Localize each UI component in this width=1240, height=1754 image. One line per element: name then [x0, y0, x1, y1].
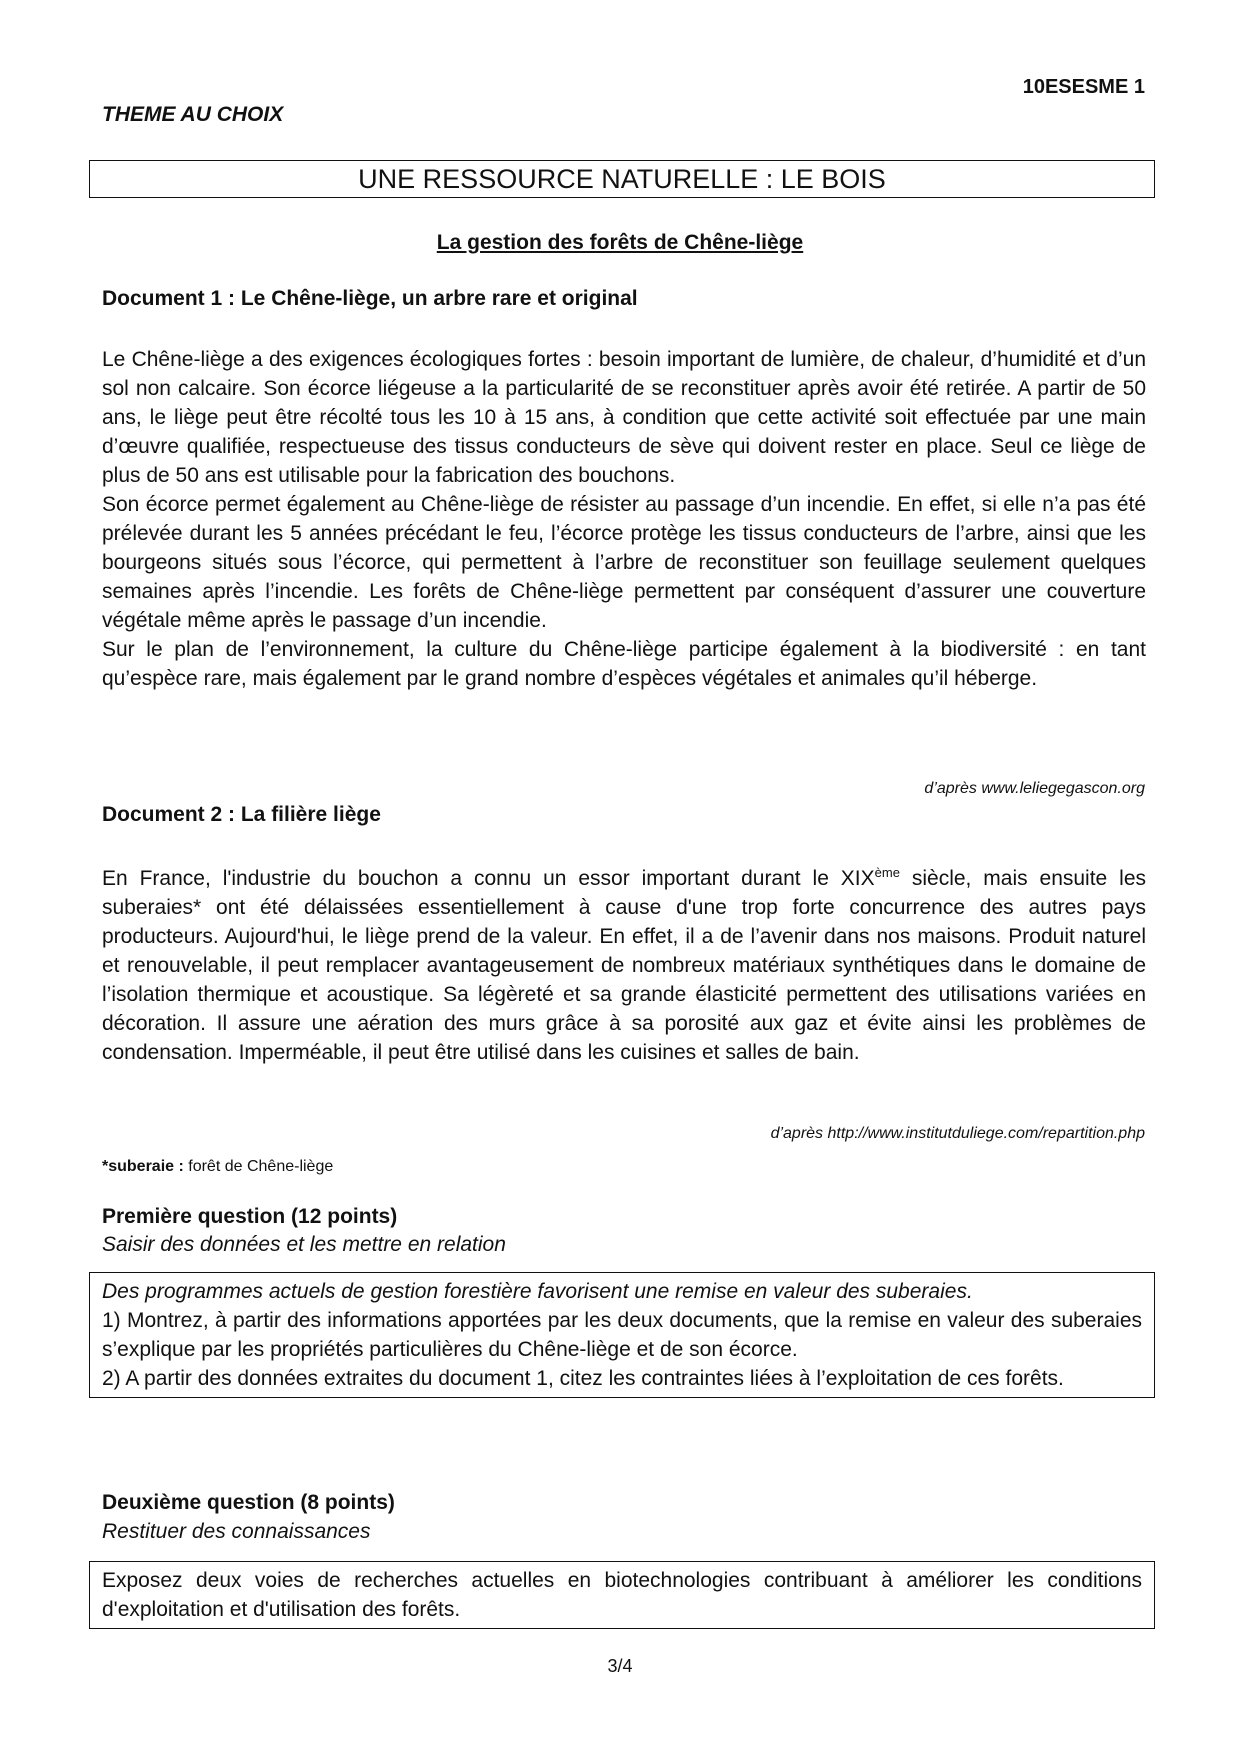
question1-item: 1) Montrez, à partir des informations apportées par les deux documents, que la remise en valeur des suberaies s’explique par les propriétés particulières du Chêne-liège et de son écorce. — [102, 1309, 1142, 1361]
document1-body — [102, 345, 1146, 693]
document2-body — [102, 858, 1146, 1067]
theme-label: THEME AU CHOIX — [102, 103, 284, 126]
question1-box — [89, 1272, 1155, 1398]
footnote-definition: forêt de Chêne-liège — [183, 1158, 334, 1175]
page-number: 3/4 — [607, 1656, 633, 1676]
document1-paragraph: Sur le plan de l’environnement, la culture du Chêne-liège participe également à la biodiversité : en tant qu’espèce rare, mais également par le grand nombre d’espèces végétales et animales qu’il héberge. — [102, 638, 1146, 690]
document1-paragraph: Le Chêne-liège a des exigences écologiques fortes : besoin important de lumière, de chaleur, d’humidité et d’un sol non calcaire. Son écorce liégeuse a la particularité de se reconstituer après avoir été retirée. A partir de 50 ans, le liège peut être récolté tous les 10 à 15 ans, à condition que cette activité soit effectuée par une main d’œuvre qualifiée, respectueuse des tissus conducteurs de sève qui doivent rester en place. Seul ce liège de plus de 50 ans est utilisable pour la fabrication des bouchons. — [102, 348, 1146, 487]
document2-source: d’après http://www.institutduliege.com/repartition.php — [770, 1125, 1145, 1142]
question1-heading: Première question (12 points) — [102, 1205, 398, 1228]
question2-subheading: Restituer des connaissances — [102, 1520, 371, 1543]
document2-paragraph — [102, 858, 1146, 1067]
document1-source: d’après www.leliegegascon.org — [924, 780, 1145, 797]
question1-intro: Des programmes actuels de gestion forestière favorisent une remise en valeur des suberaies. — [102, 1280, 973, 1303]
main-title: UNE RESSOURCE NATURELLE : LE BOIS — [358, 164, 886, 194]
footnote-term: *suberaie : — [102, 1158, 184, 1175]
footnote — [102, 1158, 333, 1176]
question1-subheading: Saisir des données et les mettre en relation — [102, 1233, 506, 1256]
document2-text-start: En France, l'industrie du bouchon a connu un essor important durant le XIX — [102, 867, 875, 890]
document2-heading: Document 2 : La filière liège — [102, 803, 381, 826]
question2-box — [89, 1561, 1155, 1629]
exam-code: 10ESESME 1 — [1022, 76, 1145, 98]
document2-text-end: siècle, mais ensuite les suberaies* ont été délaissées essentiellement à cause d'une trop forte concurrence des autres pays producteurs. Aujourd'hui, le liège prend de la valeur. En effet, il a de l’avenir dans nos maisons. Produit naturel et renouvelable, il peut remplacer avantageusement de nombreux matériaux synthétiques dans le domaine de l’isolation thermique et acoustique. Sa légèreté et sa grande élasticité permettent des utilisations variées en décoration. Il assure une aération des murs grâce à sa porosité aux gaz et évite ainsi les problèmes de condensation. Imperméable, il peut être utilisé dans les cuisines et salles de bain. — [102, 867, 1146, 1064]
question1-item: 2) A partir des données extraites du document 1, citez les contraintes liées à l’exploitation de ces forêts. — [102, 1367, 1064, 1390]
main-title-box — [89, 160, 1155, 198]
document1-paragraph: Son écorce permet également au Chêne-liège de résister au passage d’un incendie. En effet, si elle n’a pas été prélevée durant les 5 années précédant le feu, l’écorce protège les tissus conducteurs de l’arbre, ainsi que les bourgeons situés sous l’écorce, qui permettent à l’arbre de reconstituer son feuillage seulement quelques semaines après l’incendie. Les forêts de Chêne-liège permettent par conséquent d’assurer une couverture végétale même après le passage d’un incendie. — [102, 493, 1146, 632]
question2-text: Exposez deux voies de recherches actuelles en biotechnologies contribuant à améliorer les conditions d'exploitation et d'utilisation des forêts. — [102, 1569, 1142, 1621]
document1-heading: Document 1 : Le Chêne-liège, un arbre rare et original — [102, 287, 638, 310]
superscript: ème — [874, 865, 900, 880]
subtitle: La gestion des forêts de Chêne-liège — [436, 231, 804, 254]
question2-heading: Deuxième question (8 points) — [102, 1491, 395, 1514]
